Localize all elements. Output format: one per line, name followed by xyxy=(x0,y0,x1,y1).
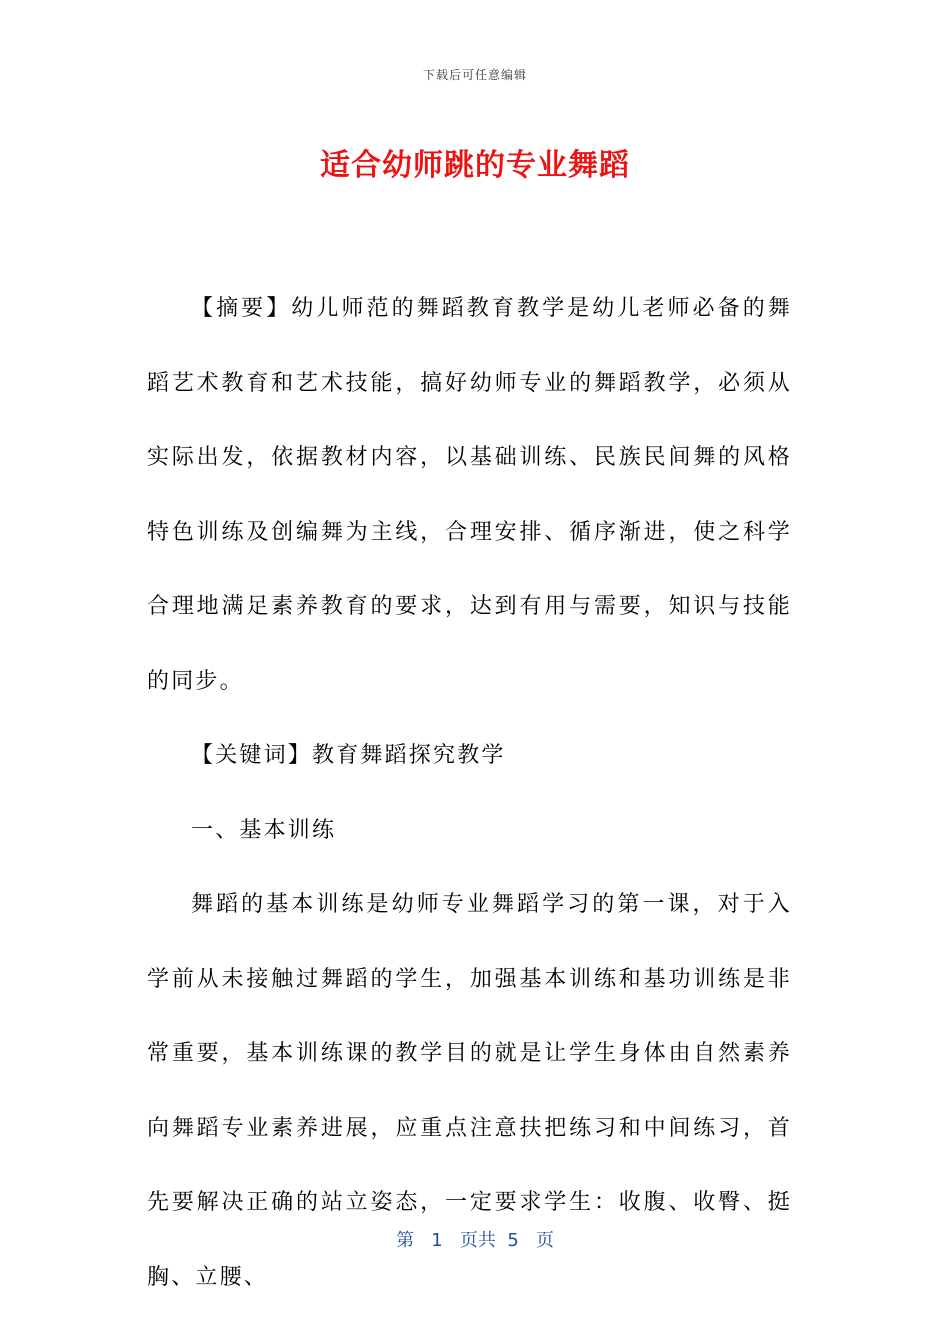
footer-prefix: 第 xyxy=(396,1230,415,1251)
document-title: 适合幼师跳的专业舞蹈 xyxy=(320,148,630,183)
header-note: 下载后可任意编辑 xyxy=(422,68,527,82)
document-body xyxy=(147,272,792,1315)
footer-current-page: 1 xyxy=(431,1230,443,1251)
section-heading: 一、基本训练 xyxy=(191,817,337,843)
footer-suffix: 页 xyxy=(535,1230,554,1251)
footer-middle: 页共 xyxy=(459,1230,496,1251)
footer-total-pages: 5 xyxy=(507,1230,519,1251)
abstract-paragraph: 【摘要】幼儿师范的舞蹈教育教学是幼儿老师必备的舞蹈艺术教育和艺术技能，搞好幼师专业的舞蹈教学，必须从实际出发，依据教材内容，以基础训练、民族民间舞的风格特色训练及创编舞为主线，合理安排、循序渐进，使之科学合理地满足素养教育的要求，达到有用与需要，知识与技能的同步。 xyxy=(147,296,792,694)
body-paragraph: 舞蹈的基本训练是幼师专业舞蹈学习的第一课，对于入学前从未接触过舞蹈的学生，加强基本训练和基功训练是非常重要，基本训练课的教学目的就是让学生身体由自然素养向舞蹈专业素养进展，应重点注意扶把练习和中间练习，首先要解决正确的站立姿态，一定要求学生：收腹、收臀、挺胸、立腰、 xyxy=(147,892,792,1290)
page-footer xyxy=(0,1226,950,1252)
keywords-paragraph: 【关键词】教育舞蹈探究教学 xyxy=(191,743,506,768)
